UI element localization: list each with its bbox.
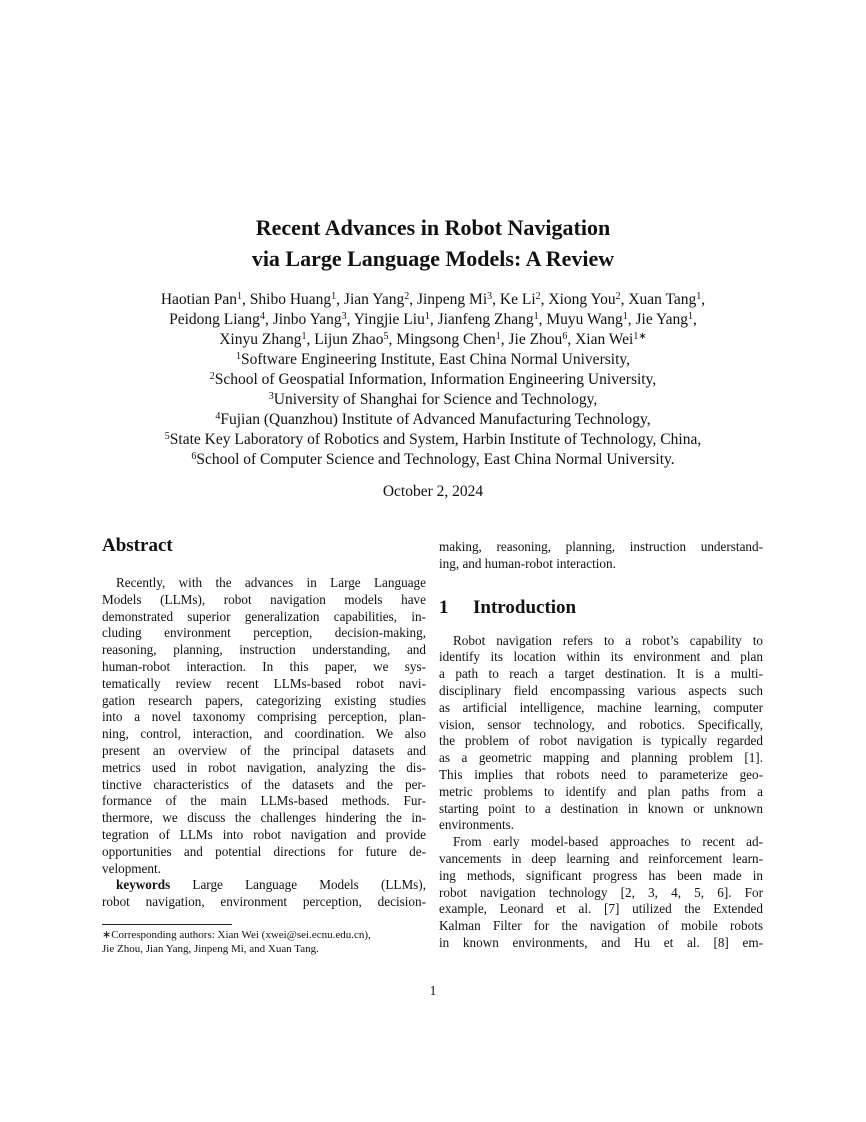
abstract-heading: Abstract xyxy=(102,535,173,556)
body-line: From early model-based approaches to recent ad- xyxy=(453,834,763,850)
keywords-line: making, reasoning, planning, instruction understand- xyxy=(439,539,763,554)
abstract-line: human-robot interaction. In this paper, we sys- xyxy=(102,658,426,674)
affiliation: $^2$School of Geospatial Information, Information Engineering University, xyxy=(209,371,657,388)
author: Ke Li$^2$ xyxy=(499,291,541,308)
footnote-line: ∗Corresponding authors: Xian Wei (xwei@sei.ecnu.edu.cn), xyxy=(102,929,371,941)
body-line: Kalman Filter for the navigation of mobile robots xyxy=(439,918,763,934)
body-line: vancements in deep learning and reinforcement learn- xyxy=(439,850,763,866)
body-line: as artificial intelligence, machine learning, computer xyxy=(439,699,763,715)
abstract-line: demonstrated superior generalization capabilities, in- xyxy=(102,608,426,624)
abstract-line: velopment. xyxy=(102,860,161,876)
author: Jian Yang$^2$ xyxy=(343,291,410,308)
introduction-heading: 1 Introduction xyxy=(439,596,577,618)
publication-date: October 2, 2024 xyxy=(382,483,484,500)
abstract-line: tematically review recent LLMs-based robot navi- xyxy=(102,675,426,691)
body-line: robot navigation technology [2, 3, 4, 5, 6]. For xyxy=(439,884,763,900)
author: Mingsong Chen$^1$ xyxy=(396,331,501,348)
abstract-line: ning, control, interaction, and coordination. We also xyxy=(102,726,426,742)
abstract-line: metrics used in robot navigation, analyzing the dis- xyxy=(102,759,426,775)
body-line: Robot navigation refers to a robot’s capability to xyxy=(453,632,763,648)
keywords-line: ing, and human-robot interaction. xyxy=(439,555,616,571)
author: Jinbo Yang$^3$ xyxy=(272,311,347,328)
keywords-label: keywords xyxy=(116,877,171,893)
body-line: vision, sensor technology, and robotics. Specifically, xyxy=(439,716,763,732)
author-line: Peidong Liang$^4$, Jinbo Yang$^3$, Yingjie Liu$^1$, Jianfeng Zhang$^1$, Muyu Wang$^1$, Jie Yang$^1$, xyxy=(169,311,697,328)
title-line: via Large Language Models: A Review xyxy=(251,246,615,271)
body-line: metric problems to identify and plan paths from a xyxy=(439,783,763,799)
section-number: 1 xyxy=(439,596,449,618)
author: Xuan Tang$^1$ xyxy=(628,291,702,308)
author: Jinpeng Mi$^3$ xyxy=(416,291,493,308)
body-line: in known environments, and Hu et al. [8] em- xyxy=(439,934,763,950)
abstract-line: into a novel taxonomy comprising perception, plan- xyxy=(102,709,426,725)
abstract-line: cluding environment perception, decision-making, xyxy=(102,625,426,641)
author: Xiong You$^2$ xyxy=(548,291,621,308)
introduction-paragraph-2 xyxy=(439,834,763,952)
abstract-line: tegration of LLMs into robot navigation and provide xyxy=(102,826,426,842)
author: Yingjie Liu$^1$ xyxy=(353,311,430,328)
affiliation: $^3$University of Shanghai for Science and Technology, xyxy=(268,391,598,408)
author-line: Xinyu Zhang$^1$, Lijun Zhao$^5$, Mingsong Chen$^1$, Jie Zhou$^6$, Xian Wei$^{1∗}$ xyxy=(219,331,647,348)
abstract-line: tinctive characteristics of the datasets and the per- xyxy=(102,776,426,792)
affiliation: $^6$School of Computer Science and Technology, East China Normal University. xyxy=(191,451,675,468)
left-column xyxy=(102,534,426,911)
body-line: This implies that robots need to parameterize geo- xyxy=(439,766,763,782)
author: Jie Yang$^1$ xyxy=(635,311,694,328)
author: Peidong Liang$^4$ xyxy=(169,311,265,328)
keywords-line: robot navigation, environment perception, decision- xyxy=(102,894,426,910)
abstract-line: opportunities and potential directions for future de- xyxy=(102,843,426,859)
author-block xyxy=(0,290,866,470)
body-line: example, Leonard et al. [7] utilized the Extended xyxy=(439,901,763,917)
affiliation: $^5$State Key Laboratory of Robotics and System, Harbin Institute of Technology, China, xyxy=(164,431,702,448)
body-line: as a geometric mapping and planning problem [1]. xyxy=(439,750,763,766)
abstract-body xyxy=(102,575,426,911)
author: Xian Wei$^{1∗}$ xyxy=(575,331,647,348)
right-column xyxy=(439,539,763,952)
paper-title xyxy=(0,212,866,274)
author: Xinyu Zhang$^1$ xyxy=(219,331,307,348)
abstract-line: Models (LLMs), robot navigation models have xyxy=(102,591,426,607)
author-line: Haotian Pan$^1$, Shibo Huang$^1$, Jian Yang$^2$, Jinpeng Mi$^3$, Ke Li$^2$, Xiong You$^2$, Xuan Tang$^1$, xyxy=(160,291,706,308)
author: Haotian Pan$^1$ xyxy=(160,291,243,308)
footnote-line: Jie Zhou, Jian Yang, Jinpeng Mi, and Xuan Tang. xyxy=(102,943,319,955)
keywords-line: keywords Large Language Models (LLMs), xyxy=(116,877,426,893)
affiliation: $^1$Software Engineering Institute, East China Normal University, xyxy=(236,351,630,368)
author: Jie Zhou$^6$ xyxy=(508,331,568,348)
affiliation: $^4$Fujian (Quanzhou) Institute of Advanced Manufacturing Technology, xyxy=(215,411,651,428)
body-line: identify its location within its environment and plan xyxy=(439,649,763,665)
abstract-line: gation research papers, categorizing existing studies xyxy=(102,692,426,708)
author: Shibo Huang$^1$ xyxy=(249,291,337,308)
abstract-line: thermore, we discuss the challenges hindering the in- xyxy=(102,810,426,826)
body-line: the problem of robot navigation is typically regarded xyxy=(439,733,763,749)
author: Lijun Zhao$^5$ xyxy=(314,331,389,348)
author: Jianfeng Zhang$^1$ xyxy=(437,311,539,328)
body-line: starting point to a destination in known or unknown xyxy=(439,800,763,816)
body-line: ing methods, significant progress has been made in xyxy=(439,867,763,883)
author: Muyu Wang$^1$ xyxy=(546,311,628,328)
page-number: 1 xyxy=(429,983,437,998)
footnote xyxy=(102,928,426,956)
abstract-line: present an overview of the principal datasets and xyxy=(102,742,426,758)
abstract-line: Recently, with the advances in Large Language xyxy=(116,575,426,590)
title-line: Recent Advances in Robot Navigation xyxy=(255,215,611,240)
abstract-line: formance of the main LLMs-based methods. Fur- xyxy=(102,793,426,809)
body-line: a path to reach a target destination. It is a multi- xyxy=(439,666,763,682)
body-line: environments. xyxy=(439,817,515,833)
introduction-paragraph-1 xyxy=(439,633,763,835)
abstract-line: reasoning, planning, instruction understanding, and xyxy=(102,642,426,658)
body-line: disciplinary field encompassing various aspects such xyxy=(439,682,763,698)
footnote-rule xyxy=(102,924,232,925)
